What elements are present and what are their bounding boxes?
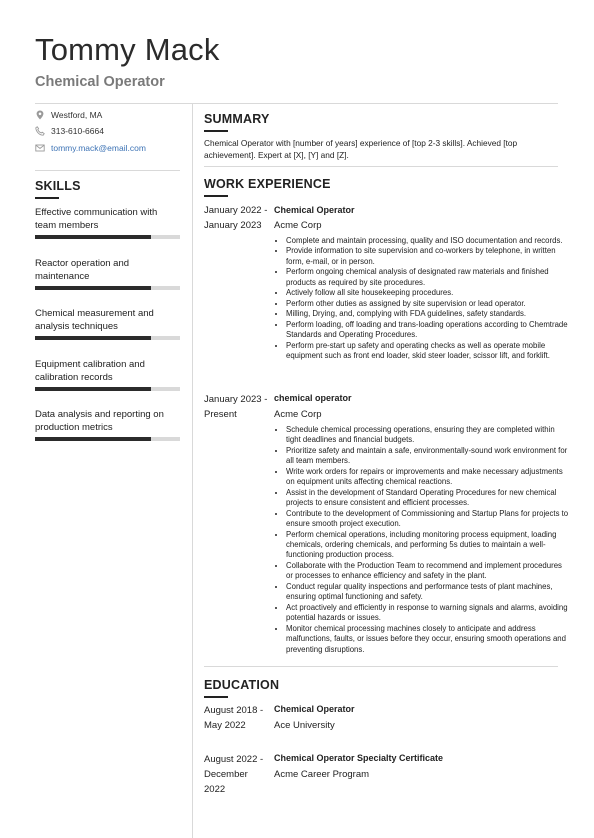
job-title: Chemical Operator (274, 205, 355, 215)
education-degree: Chemical Operator (274, 704, 355, 714)
skill-level-bar (35, 437, 180, 441)
skills-heading-underline (35, 197, 59, 199)
skill-item (35, 257, 180, 290)
job-bullet: • Conduct regular quality inspections and performance tests of plant machines, ensuring optimal functioning and safety. (286, 582, 570, 603)
skill-level-bar (35, 286, 180, 290)
location-pin-icon (35, 110, 45, 120)
work-divider (204, 666, 558, 667)
job-bullet: • Contribute to the development of Commissioning and Startup Plans for projects to ensure smooth project execution. (286, 509, 570, 530)
job-company: Acme Corp (274, 409, 322, 420)
candidate-title: Chemical Operator (35, 74, 165, 90)
education-heading-underline (204, 696, 228, 698)
job-bullet: • Monitor chemical processing machines closely to anticipate and address malfunctions, faults, or issues before they occur, ensuring smooth operations and preventing disruptions. (286, 624, 570, 655)
summary-heading-underline (204, 130, 228, 132)
job-date: January 2022 - January 2023 (204, 205, 268, 231)
job-bullet: • Perform ongoing chemical analysis of designated raw materials and finished products as required by site procedures. (286, 267, 570, 288)
work-heading-underline (204, 195, 228, 197)
job-bullet: • Perform pre-start up safety and operating checks as well as operate mobile equipment such as front end loader, skid steer loader, scissor lift, and forklift. (286, 341, 570, 362)
education-date: August 2022 - December 2022 (204, 754, 264, 795)
phone-icon (35, 126, 45, 136)
education-school: Ace University (274, 720, 335, 731)
skill-level-bar (35, 387, 180, 391)
mail-icon (35, 143, 45, 153)
contact-email[interactable] (35, 143, 146, 153)
contact-phone (35, 126, 104, 136)
summary-text: Chemical Operator with [number of years] experience of [top 2-3 skills]. Achieved [top achievement]. Expert at [X], [Y] and [Z]. (204, 138, 518, 160)
skill-level-fill (35, 286, 151, 290)
work-heading: WORK EXPERIENCE (204, 177, 331, 191)
skill-level-fill (35, 235, 151, 239)
job-bullet: • Assist in the development of Standard Operating Procedures for new chemical projects to ensure consistent and efficient processes. (286, 488, 570, 509)
education-date: August 2018 - May 2022 (204, 705, 264, 731)
location-text: Westford, MA (51, 110, 103, 120)
summary-divider (204, 166, 558, 167)
skill-level-fill (35, 437, 151, 441)
phone-text: 313-610-6664 (51, 126, 104, 136)
skill-level-fill (35, 387, 151, 391)
job-bullet: • Write work orders for repairs or improvements and make necessary adjustments on equipment units affecting chemical reactions. (286, 467, 570, 488)
education-school: Acme Career Program (274, 769, 370, 780)
skill-item (35, 206, 180, 239)
skill-level-bar (35, 235, 180, 239)
skill-label: Reactor operation and maintenance (35, 258, 130, 282)
job-bullet: • Complete and maintain processing, quality and ISO documentation and records. (286, 236, 570, 246)
job-bullet: • Perform chemical operations, including monitoring process equipment, loading chemicals, ordering chemicals, and performing 5s duties to maintain a well-functioning production process. (286, 530, 570, 561)
job-bullet: • Act proactively and efficiently in response to warning signals and alarms, avoiding potential hazards or issues. (286, 603, 570, 624)
skill-label: Equipment calibration and calibration records (35, 359, 145, 383)
job-date: January 2023 - Present (204, 394, 268, 420)
summary-heading: SUMMARY (204, 112, 270, 126)
education-heading: EDUCATION (204, 678, 280, 692)
job-bullet: • Milling, Drying, and, complying with FDA guidelines, safety standards. (286, 309, 570, 319)
job-bullets (276, 425, 570, 655)
education-degree: Chemical Operator Specialty Certificate (274, 753, 444, 763)
job-bullet: • Collaborate with the Production Team to recommend and implement procedures or processes to enhance efficiency and safety in the plant. (286, 561, 570, 582)
skill-label: Effective communication with team members (35, 207, 158, 231)
header-divider (35, 103, 558, 104)
skill-item (35, 307, 180, 340)
job-company: Acme Corp (274, 220, 322, 231)
job-bullet: • Perform other duties as assigned by site supervision or lead operator. (286, 299, 570, 309)
column-divider (192, 103, 193, 838)
candidate-name: Tommy Mack (35, 32, 220, 67)
job-bullet: • Perform loading, off loading and trans-loading operations according to Chemtrade Standards and Operating Procedures. (286, 320, 570, 341)
skill-label: Chemical measurement and analysis techniques (35, 308, 154, 332)
job-bullets (276, 236, 570, 361)
skills-heading: SKILLS (35, 179, 81, 193)
email-link[interactable]: tommy.mack@email.com (51, 143, 146, 153)
skill-item (35, 358, 180, 391)
job-bullet: • Provide information to site supervision and co-workers by telephone, in written form, e-mail, or in person. (286, 246, 570, 267)
job-bullet: • Prioritize safety and maintain a safe, environmentally-sound work environment for all team members. (286, 446, 570, 467)
skill-label: Data analysis and reporting on production metrics (35, 409, 164, 433)
job-title: chemical operator (274, 393, 352, 403)
job-bullet: • Actively follow all site housekeeping procedures. (286, 288, 570, 298)
skill-level-fill (35, 336, 151, 340)
job-bullet: • Schedule chemical processing operations, ensuring they are completed within tight deadlines and financial budgets. (286, 425, 570, 446)
skill-level-bar (35, 336, 180, 340)
contact-location (35, 110, 102, 120)
skill-item (35, 408, 180, 441)
sidebar-divider (35, 170, 180, 171)
